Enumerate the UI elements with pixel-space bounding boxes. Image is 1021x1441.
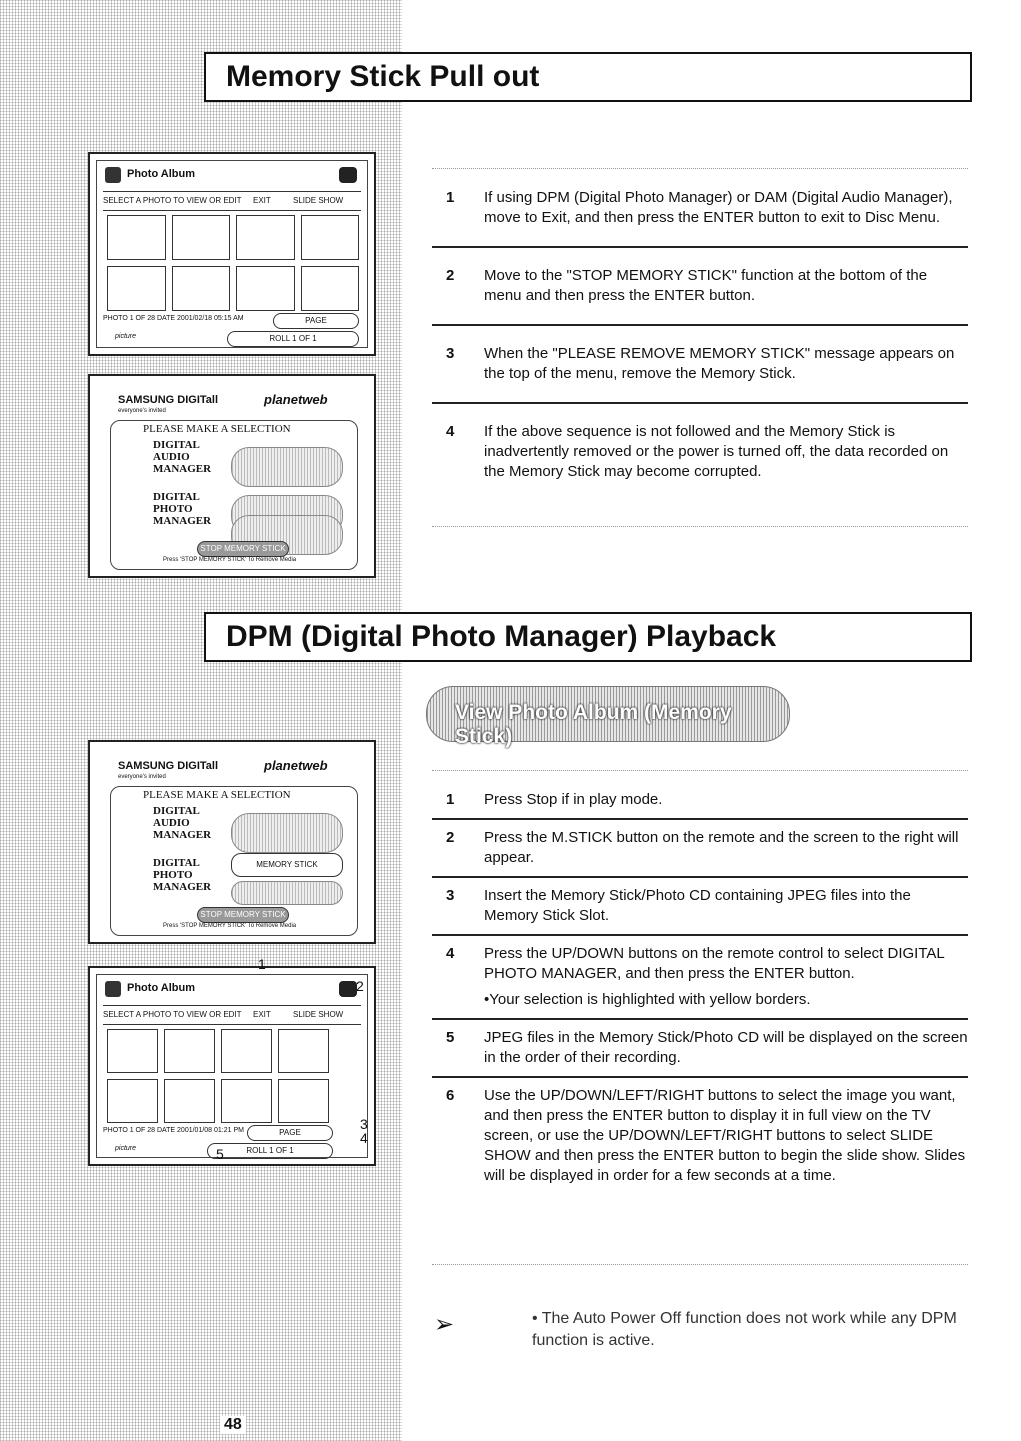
- step: 2 Press the M.STICK button on the remote and the screen to the right will appear.: [432, 820, 968, 878]
- photo-album-screen-2: Photo Album SELECT A PHOTO TO VIEW OR EDIT EXIT SLIDE SHOW PHOTO 1 OF 28 DATE 2001/01/08 01:21 PM PAGE picture ROLL 1 OF 1 1 2 3 4 5: [88, 966, 376, 1166]
- roll-pill: ROLL 1 OF 1: [227, 331, 359, 347]
- photo-album-screen: [88, 152, 376, 356]
- step: 4 Press the UP/DOWN buttons on the remote control to select DIGITAL PHOTO MANAGER, and then press the ENTER button. •Your selection is highlighted with yellow borders.: [432, 936, 968, 1020]
- section-title: Memory Stick Pull out: [226, 60, 540, 93]
- section-banner-dpm: [204, 612, 972, 662]
- press-stop-text: Press 'STOP MEMORY STICK' To Remove Media: [163, 557, 297, 563]
- section1-steps: [432, 180, 968, 490]
- selection-menu-screen: [88, 374, 376, 578]
- photo-thumbnail-grid: [107, 1029, 329, 1123]
- callout-3: 3: [360, 1116, 368, 1132]
- section-title: DPM (Digital Photo Manager) Playback: [226, 620, 777, 653]
- brand-samsung: SAMSUNG DIGITall: [118, 394, 219, 406]
- step: 3 Insert the Memory Stick/Photo CD containing JPEG files into the Memory Stick Slot.: [432, 878, 968, 936]
- brand-picture: picture: [115, 333, 137, 340]
- callout-5: 5: [216, 1146, 224, 1162]
- page-number: 48: [220, 1416, 246, 1434]
- subsection-title-pill: [426, 686, 790, 748]
- dotted-rule-top-2: [432, 770, 968, 771]
- callout-4: 4: [360, 1130, 368, 1146]
- close-icon: [339, 167, 357, 183]
- selection-menu-screen-2: SAMSUNG DIGITall everyone's invited planetweb PLEASE MAKE A SELECTION DIGITAL AUDIO MANAGER DIGITAL PHOTO MANAGER MEMORY STICK STOP MEMORY STICK Press 'STOP MEMORY STICK' To Remove Media: [88, 740, 376, 944]
- slideshow-label: SLIDE SHOW: [293, 196, 344, 205]
- photo-album-icon: [105, 167, 121, 183]
- step: 4 If the above sequence is not followed and the Memory Stick is inadvertently removed or the power is turned off, the data recorded on the Memory Stick may become corrupted.: [446, 423, 949, 480]
- photo-thumbnail-grid: [107, 215, 359, 311]
- callout-2: 2: [356, 978, 364, 994]
- step: 6 Use the UP/DOWN/LEFT/RIGHT buttons to select the image you want, and then press the ENTER button to display it in full view on the TV screen, or use the UP/DOWN/LEFT/RIGHT buttons to select SLIDE SHOW and then press the ENTER button to begin the slide show. Slides will be displayed in order for a few seconds at a time.: [446, 1087, 966, 1184]
- section-banner-memory-stick: [204, 52, 972, 102]
- note-arrow-icon: ➢: [434, 1311, 455, 1338]
- menu-title: PLEASE MAKE A SELECTION: [143, 423, 291, 435]
- memory-stick-highlight: [231, 447, 343, 487]
- step-sub-note: •Your selection is highlighted with yellow borders.: [484, 991, 811, 1008]
- step: 3 When the "PLEASE REMOVE MEMORY STICK" message appears on the top of the menu, remove the Memory Stick.: [432, 326, 968, 404]
- step: 1 Press Stop if in play mode.: [432, 782, 968, 820]
- photo-status: PHOTO 1 OF 28 DATE 2001/02/18 05:15 AM: [103, 315, 244, 322]
- album-menu-text: SELECT A PHOTO TO VIEW OR EDIT: [103, 196, 242, 205]
- photo-album-icon: [105, 981, 121, 997]
- step: 2 Move to the "STOP MEMORY STICK" function at the bottom of the menu and then press the ENTER button.: [432, 248, 968, 326]
- dotted-rule-bottom: [432, 526, 968, 527]
- exit-label: EXIT: [253, 196, 271, 205]
- step: 1 If using DPM (Digital Photo Manager) or DAM (Digital Audio Manager), move to Exit, and then press the ENTER button to exit to Disc Menu.: [432, 180, 968, 248]
- memory-stick-pill: MEMORY STICK: [231, 853, 343, 877]
- note-text: • The Auto Power Off function does not work while any DPM function is active.: [532, 1310, 957, 1349]
- brand-planetweb: planetweb: [264, 392, 328, 407]
- photo-manager-option: DIGITAL PHOTO MANAGER: [153, 491, 212, 527]
- stop-memory-stick-pill: STOP MEMORY STICK: [197, 541, 289, 557]
- album-title: Photo Album: [127, 168, 196, 180]
- brand-tagline: everyone's invited: [118, 408, 166, 414]
- subsection-title: View Photo Album (Memory Stick): [455, 701, 732, 748]
- dotted-rule-bottom-2: [432, 1264, 968, 1265]
- callout-1: 1: [258, 956, 266, 972]
- dotted-rule-top: [432, 168, 968, 169]
- close-icon: [339, 981, 357, 997]
- step: 5 JPEG files in the Memory Stick/Photo CD will be displayed on the screen in the order of their recording.: [432, 1020, 968, 1078]
- audio-manager-option: DIGITAL AUDIO MANAGER: [153, 439, 212, 475]
- section2-steps: [432, 782, 968, 1194]
- page-pill: PAGE: [273, 313, 359, 329]
